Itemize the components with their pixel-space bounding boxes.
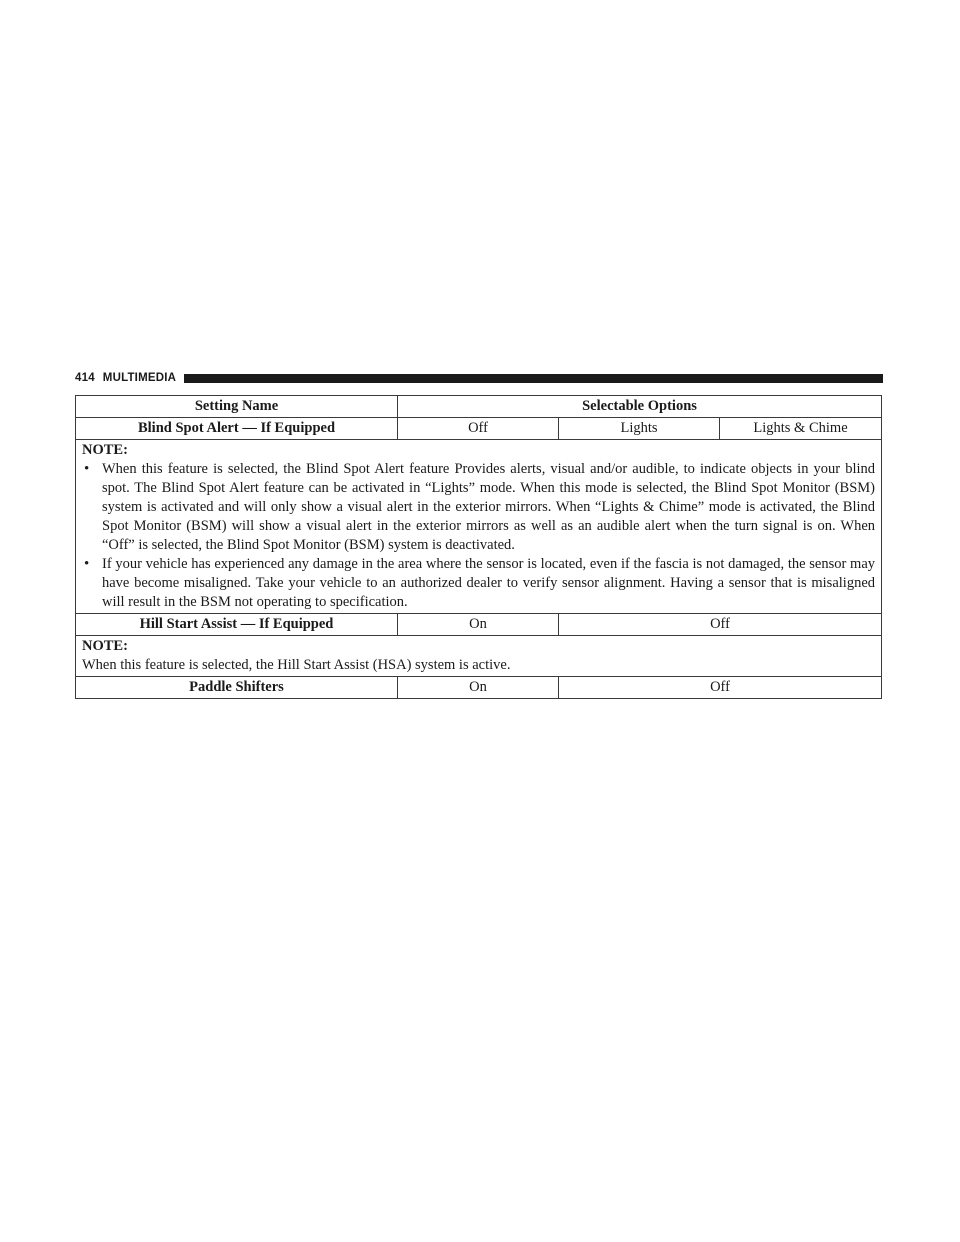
list-item — [82, 460, 875, 555]
bullet-icon: • — [84, 556, 90, 572]
note-row — [76, 636, 882, 677]
header-setting-name: Setting Name — [76, 396, 398, 418]
setting-name-paddle-shifters: Paddle Shifters — [76, 677, 398, 699]
option-off: Off — [559, 614, 882, 636]
option-on: On — [398, 614, 559, 636]
note-text: When this feature is selected, the Hill Start Assist (HSA) system is active. — [82, 657, 511, 673]
note-bullets — [82, 460, 875, 612]
option-on: On — [398, 677, 559, 699]
option-lights-chime: Lights & Chime — [720, 418, 882, 440]
header-rule — [184, 374, 883, 383]
section-title: MULTIMEDIA — [102, 372, 177, 384]
table-row — [76, 418, 882, 440]
bullet-icon: • — [84, 461, 90, 477]
note-title: NOTE: — [82, 638, 128, 654]
settings-table — [75, 395, 882, 699]
page-header — [75, 370, 883, 386]
page-number: 414 — [75, 372, 95, 384]
option-lights: Lights — [559, 418, 720, 440]
option-off: Off — [559, 677, 882, 699]
setting-name-hill-start: Hill Start Assist — If Equipped — [76, 614, 398, 636]
table-row — [76, 677, 882, 699]
header-selectable-options: Selectable Options — [398, 396, 882, 418]
option-off: Off — [398, 418, 559, 440]
blind-spot-note — [76, 440, 882, 614]
bullet-text: If your vehicle has experienced any damage in the area where the sensor is located, even if the fascia is not damaged, the sensor may have become misaligned. Take your vehicle to an authorized dealer to verify sensor alignment. Having a sensor that is misaligned will result in the BSM not operating to specification. — [102, 556, 876, 610]
table-row — [76, 614, 882, 636]
hill-start-note — [76, 636, 882, 677]
note-title: NOTE: — [82, 442, 128, 458]
list-item — [82, 555, 875, 612]
table-header-row — [76, 396, 882, 418]
setting-name-blind-spot: Blind Spot Alert — If Equipped — [76, 418, 398, 440]
note-row — [76, 440, 882, 614]
bullet-text: When this feature is selected, the Blind Spot Alert feature Provides alerts, visual and/or audible, to indicate objects in your blind spot. The Blind Spot Alert feature can be activated in “Lights” mode. When this mode is selected, the Blind Spot Monitor (BSM) system is activated and will only show a visual alert in the exterior mirrors. When “Lights & Chime” mode is activated, the Blind Spot Monitor (BSM) will show a visual alert in the exterior mirrors as well as an audible alert when the turn signal is on. When “Off” is selected, the Blind Spot Monitor (BSM) system is deactivated. — [102, 461, 876, 553]
